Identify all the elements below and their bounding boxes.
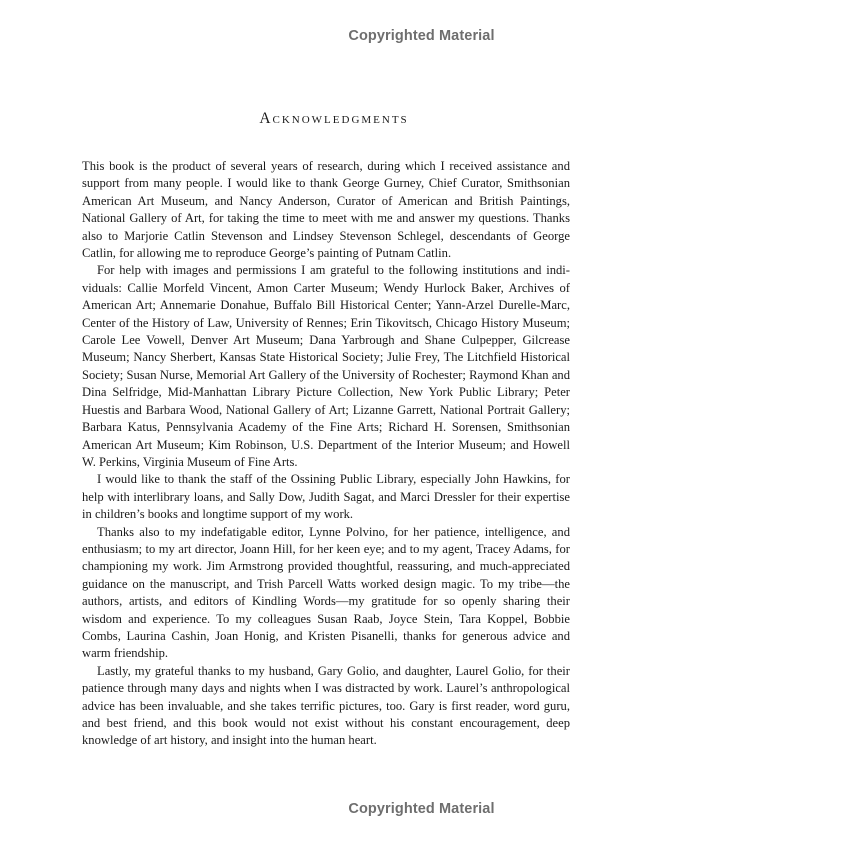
paragraph: I would like to thank the staff of the Ossining Public Library, especially John Hawkins, for help with interlibrary loans, and Sally Dow, Judith Sagat, and Marci Dressler for their expertise in children’s books and longtime support of my work. — [82, 472, 570, 522]
paragraph: Lastly, my grateful thanks to my husband, Gary Golio, and daughter, Laurel Golio, for their patience through many days and nights when I was distracted by work. Laurel’s anthropological advice has been invaluable, and she takes terrific pictures, too. Gary is first reader, word guru, and best friend, and this book would not exist without his constant encouragement, deep knowledge of art history, and insight into the human heart. — [82, 663, 570, 748]
page-heading: Acknowledgments — [259, 110, 409, 127]
copyright-watermark-top: Copyrighted Material — [348, 28, 495, 44]
paragraph: For help with images and permissions I am grateful to the following institutions and individuals: Callie Morfeld Vincent, Amon Carter Museum; Wendy Hurlock Baker, Archives of American Art; Annemarie Donahue, Buffalo Bill Historical Center; Yann-Arzel Durelle-Marc, Center of the History of Law, University of Rennes; Erin Tikovitsch, Chicago History Museum; Carole Lee Vowell, Denver Art Museum; Dana Yarbrough and Shane Culpepper, Gilcrease Museum; Nancy Sherbert, Kansas State Historical Society; Julie Frey, The Litchfield Historical Society; Susan Nurse, Memorial Art Gallery of the University of Rochester; Raymond Khan and Dina Selfridge, Mid-Manhattan Library Picture Collection, New York Public Library; Peter Huestis and Barbara Wood, National Gallery of Art; Lizanne Garrett, National Portrait Gallery; Barbara Katus, Pennsylvania Academy of the Fine Arts; Richard H. Sorensen, Smithsonian American Art Museum; Kim Robinson, U.S. Department of the Interior Museum; and Howell W. Perkins, Virginia Museum of Fine Arts. — [82, 263, 570, 469]
acknowledgments-body — [82, 158, 570, 750]
paragraph: Thanks also to my indefatigable editor, Lynne Polvino, for her patience, intelligence, and enthusiasm; to my art director, Joann Hill, for her keen eye; and to my agent, Tracey Adams, for championing my work. Jim Armstrong provided thoughtful, reassuring, and much-appreciated guidance on the manuscript, and Trish Parcell Watts worked design magic. To my tribe—the authors, artists, and editors of Kindling Words—my gratitude for so openly sharing their wisdom and experience. To my colleagues Susan Raab, Joyce Stein, Tara Koppel, Bobbie Combs, Laurina Cashin, Joan Honig, and Kristen Pisanelli, thanks for generous advice and warm friendship. — [82, 524, 570, 661]
paragraph: This book is the product of several years of research, during which I received assistance and support from many people. I would like to thank George Gurney, Chief Curator, Smithsonian American Art Museum, and Nancy Anderson, Curator of American and British Paintings, National Gallery of Art, for taking the time to meet with me and answer my questions. Thanks also to Marjorie Catlin Stevenson and Lindsey Stevenson Schlegel, descendants of George Catlin, for allowing me to reproduce George’s painting of Putnam Catlin. — [82, 159, 570, 261]
copyright-watermark-bottom: Copyrighted Material — [348, 801, 495, 817]
